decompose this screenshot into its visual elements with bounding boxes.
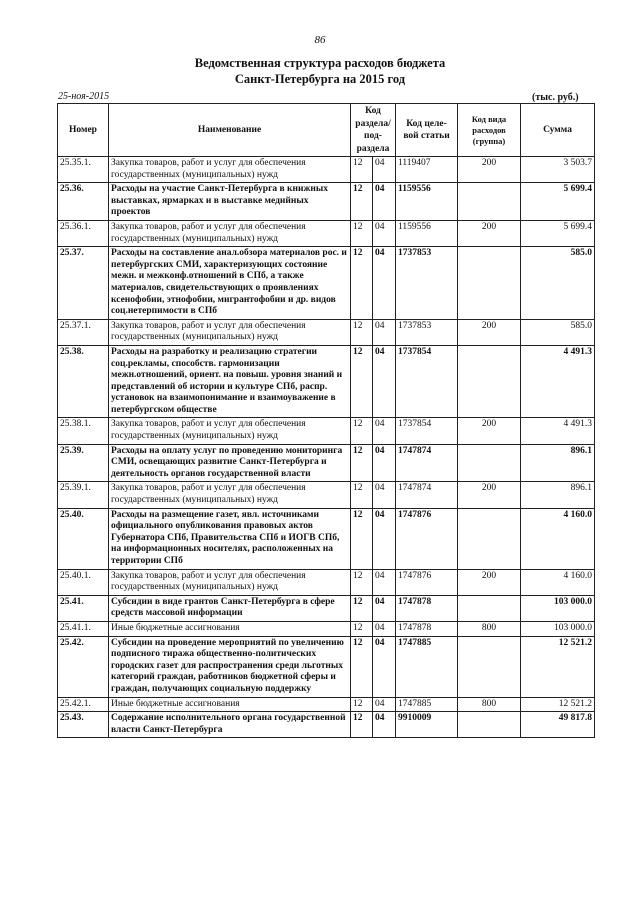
row-name: Закупка товаров, работ и услуг для обеспечения государственных (муниципальных) нужд bbox=[109, 319, 351, 345]
row-sum: 896.1 bbox=[521, 444, 595, 482]
table-row bbox=[58, 636, 595, 697]
row-sum: 4 160.0 bbox=[521, 508, 595, 569]
row-article: 1737854 bbox=[396, 345, 458, 418]
row-sum: 12 521.2 bbox=[521, 636, 595, 697]
row-section: 12 bbox=[351, 319, 373, 345]
budget-table bbox=[57, 103, 595, 738]
table-row bbox=[58, 418, 595, 444]
row-subsection: 04 bbox=[373, 712, 396, 738]
row-subsection: 04 bbox=[373, 697, 396, 712]
header-article: Код целе- вой статьи bbox=[396, 104, 458, 157]
row-number: 25.38. bbox=[58, 345, 109, 418]
table-row bbox=[58, 595, 595, 621]
row-article: 1747885 bbox=[396, 636, 458, 697]
table-row bbox=[58, 319, 595, 345]
row-number: 25.37.1. bbox=[58, 319, 109, 345]
table-row bbox=[58, 220, 595, 246]
row-group bbox=[458, 345, 521, 418]
row-sum: 4 491.3 bbox=[521, 418, 595, 444]
row-number: 25.36. bbox=[58, 183, 109, 221]
row-article: 1119407 bbox=[396, 157, 458, 183]
row-subsection: 04 bbox=[373, 508, 396, 569]
row-article: 1747874 bbox=[396, 444, 458, 482]
row-number: 25.38.1. bbox=[58, 418, 109, 444]
row-name: Закупка товаров, работ и услуг для обеспечения государственных (муниципальных) нужд bbox=[109, 418, 351, 444]
row-section: 12 bbox=[351, 636, 373, 697]
row-subsection: 04 bbox=[373, 595, 396, 621]
table-row bbox=[58, 444, 595, 482]
row-article: 1747878 bbox=[396, 595, 458, 621]
row-group bbox=[458, 444, 521, 482]
row-number: 25.41. bbox=[58, 595, 109, 621]
header-name: Наименование bbox=[109, 104, 351, 157]
row-subsection: 04 bbox=[373, 319, 396, 345]
row-subsection: 04 bbox=[373, 621, 396, 636]
row-section: 12 bbox=[351, 418, 373, 444]
row-number: 25.42. bbox=[58, 636, 109, 697]
table-row bbox=[58, 247, 595, 320]
table-row bbox=[58, 345, 595, 418]
row-sum: 49 817.8 bbox=[521, 712, 595, 738]
row-group bbox=[458, 183, 521, 221]
row-subsection: 04 bbox=[373, 482, 396, 508]
row-sum: 585.0 bbox=[521, 247, 595, 320]
row-section: 12 bbox=[351, 247, 373, 320]
row-subsection: 04 bbox=[373, 183, 396, 221]
row-name: Иные бюджетные ассигнования bbox=[109, 621, 351, 636]
row-sum: 4 160.0 bbox=[521, 569, 595, 595]
row-article: 9910009 bbox=[396, 712, 458, 738]
row-section: 12 bbox=[351, 712, 373, 738]
row-section: 12 bbox=[351, 697, 373, 712]
units-label: (тыс. руб.) bbox=[532, 92, 579, 103]
report-date: 25-ноя-2015 bbox=[58, 91, 110, 102]
row-subsection: 04 bbox=[373, 157, 396, 183]
row-section: 12 bbox=[351, 569, 373, 595]
row-group: 800 bbox=[458, 697, 521, 712]
row-sum: 585.0 bbox=[521, 319, 595, 345]
row-article: 1737853 bbox=[396, 247, 458, 320]
header-section: Код раздела/ под- раздела bbox=[351, 104, 396, 157]
row-name: Содержание исполнительного органа государственной власти Санкт-Петербурга bbox=[109, 712, 351, 738]
row-sum: 12 521.2 bbox=[521, 697, 595, 712]
row-sum: 4 491.3 bbox=[521, 345, 595, 418]
row-article: 1159556 bbox=[396, 183, 458, 221]
table-row bbox=[58, 482, 595, 508]
row-subsection: 04 bbox=[373, 444, 396, 482]
row-name: Закупка товаров, работ и услуг для обеспечения государственных (муниципальных) нужд bbox=[109, 569, 351, 595]
row-sum: 103 000.0 bbox=[521, 621, 595, 636]
header-sum: Сумма bbox=[521, 104, 595, 157]
row-sum: 896.1 bbox=[521, 482, 595, 508]
row-article: 1159556 bbox=[396, 220, 458, 246]
page-number: 86 bbox=[314, 34, 326, 46]
row-number: 25.39.1. bbox=[58, 482, 109, 508]
row-number: 25.40.1. bbox=[58, 569, 109, 595]
row-group bbox=[458, 636, 521, 697]
row-section: 12 bbox=[351, 183, 373, 221]
table-row bbox=[58, 157, 595, 183]
row-number: 25.43. bbox=[58, 712, 109, 738]
row-name: Расходы на участие Санкт-Петербурга в книжных выставках, ярмарках и в выставке медийных проектов bbox=[109, 183, 351, 221]
title-line-2: Санкт-Петербурга на 2015 год bbox=[234, 72, 406, 86]
row-article: 1747876 bbox=[396, 508, 458, 569]
row-group: 200 bbox=[458, 157, 521, 183]
row-section: 12 bbox=[351, 621, 373, 636]
row-name: Закупка товаров, работ и услуг для обеспечения государственных (муниципальных) нужд bbox=[109, 157, 351, 183]
title-line-1: Ведомственная структура расходов бюджета bbox=[194, 56, 446, 70]
row-section: 12 bbox=[351, 444, 373, 482]
row-group: 200 bbox=[458, 482, 521, 508]
row-subsection: 04 bbox=[373, 220, 396, 246]
row-subsection: 04 bbox=[373, 345, 396, 418]
row-subsection: 04 bbox=[373, 636, 396, 697]
row-name: Расходы на разработку и реализацию стратегии соц.рекламы, способств. гармонизации межн.отношений, ориент. на повыш. уровня знаний и представлений об истории и культуре СПб, распр. установок на взаимопонимание и взаимоуважение в петербургском обществе bbox=[109, 345, 351, 418]
row-article: 1747885 bbox=[396, 697, 458, 712]
row-number: 25.39. bbox=[58, 444, 109, 482]
row-number: 25.41.1. bbox=[58, 621, 109, 636]
table-body bbox=[58, 157, 595, 738]
document-title bbox=[0, 55, 640, 87]
row-section: 12 bbox=[351, 482, 373, 508]
row-subsection: 04 bbox=[373, 569, 396, 595]
row-section: 12 bbox=[351, 595, 373, 621]
row-article: 1737853 bbox=[396, 319, 458, 345]
header-row bbox=[58, 104, 595, 157]
row-number: 25.37. bbox=[58, 247, 109, 320]
row-number: 25.36.1. bbox=[58, 220, 109, 246]
table-row bbox=[58, 621, 595, 636]
row-group: 200 bbox=[458, 220, 521, 246]
row-sum: 5 699.4 bbox=[521, 183, 595, 221]
row-article: 1747874 bbox=[396, 482, 458, 508]
table-row bbox=[58, 183, 595, 221]
row-group bbox=[458, 595, 521, 621]
row-section: 12 bbox=[351, 508, 373, 569]
row-name: Субсидии в виде грантов Санкт-Петербурга в сфере средств массовой информации bbox=[109, 595, 351, 621]
row-sum: 3 503.7 bbox=[521, 157, 595, 183]
row-group: 800 bbox=[458, 621, 521, 636]
table-row bbox=[58, 508, 595, 569]
row-group bbox=[458, 247, 521, 320]
row-subsection: 04 bbox=[373, 418, 396, 444]
header-group: Код вида расходов (группа) bbox=[458, 104, 521, 157]
table-row bbox=[58, 569, 595, 595]
row-name: Закупка товаров, работ и услуг для обеспечения государственных (муниципальных) нужд bbox=[109, 482, 351, 508]
row-name: Иные бюджетные ассигнования bbox=[109, 697, 351, 712]
table-row bbox=[58, 712, 595, 738]
row-group: 200 bbox=[458, 418, 521, 444]
row-section: 12 bbox=[351, 157, 373, 183]
row-name: Расходы на оплату услуг по проведению мониторинга СМИ, освещающих развитие Санкт-Петербурга и деятельность органов государственной власти bbox=[109, 444, 351, 482]
row-name: Субсидии на проведение мероприятий по увеличению подписного тиража общественно-политических городских газет для распространения среди льготных категорий граждан, работников бюджетной сферы и граждан, получающих социальную поддержку bbox=[109, 636, 351, 697]
row-article: 1737854 bbox=[396, 418, 458, 444]
row-subsection: 04 bbox=[373, 247, 396, 320]
header-number: Номер bbox=[58, 104, 109, 157]
row-sum: 103 000.0 bbox=[521, 595, 595, 621]
row-group bbox=[458, 712, 521, 738]
row-sum: 5 699.4 bbox=[521, 220, 595, 246]
row-number: 25.35.1. bbox=[58, 157, 109, 183]
table-row bbox=[58, 697, 595, 712]
row-section: 12 bbox=[351, 345, 373, 418]
row-number: 25.42.1. bbox=[58, 697, 109, 712]
row-name: Расходы на размещение газет, явл. источниками официального опубликования правовых актов Губернатора СПб, Правительства СПб и ИОГВ СПб, на информационных носителях, расположенных на территории СПб bbox=[109, 508, 351, 569]
row-article: 1747876 bbox=[396, 569, 458, 595]
row-article: 1747878 bbox=[396, 621, 458, 636]
row-group: 200 bbox=[458, 569, 521, 595]
row-group bbox=[458, 508, 521, 569]
row-section: 12 bbox=[351, 220, 373, 246]
row-number: 25.40. bbox=[58, 508, 109, 569]
row-group: 200 bbox=[458, 319, 521, 345]
row-name: Закупка товаров, работ и услуг для обеспечения государственных (муниципальных) нужд bbox=[109, 220, 351, 246]
row-name: Расходы на составление анал.обзора материалов рос. и петербургских СМИ, характеризующих состояние межн. и межконф.отношений в СПб, а также материалов, свидетельствующих о проявлениях ксенофобии, этнофобии, мигрантофобии и др. видов соц.нетерпимости в СПб bbox=[109, 247, 351, 320]
